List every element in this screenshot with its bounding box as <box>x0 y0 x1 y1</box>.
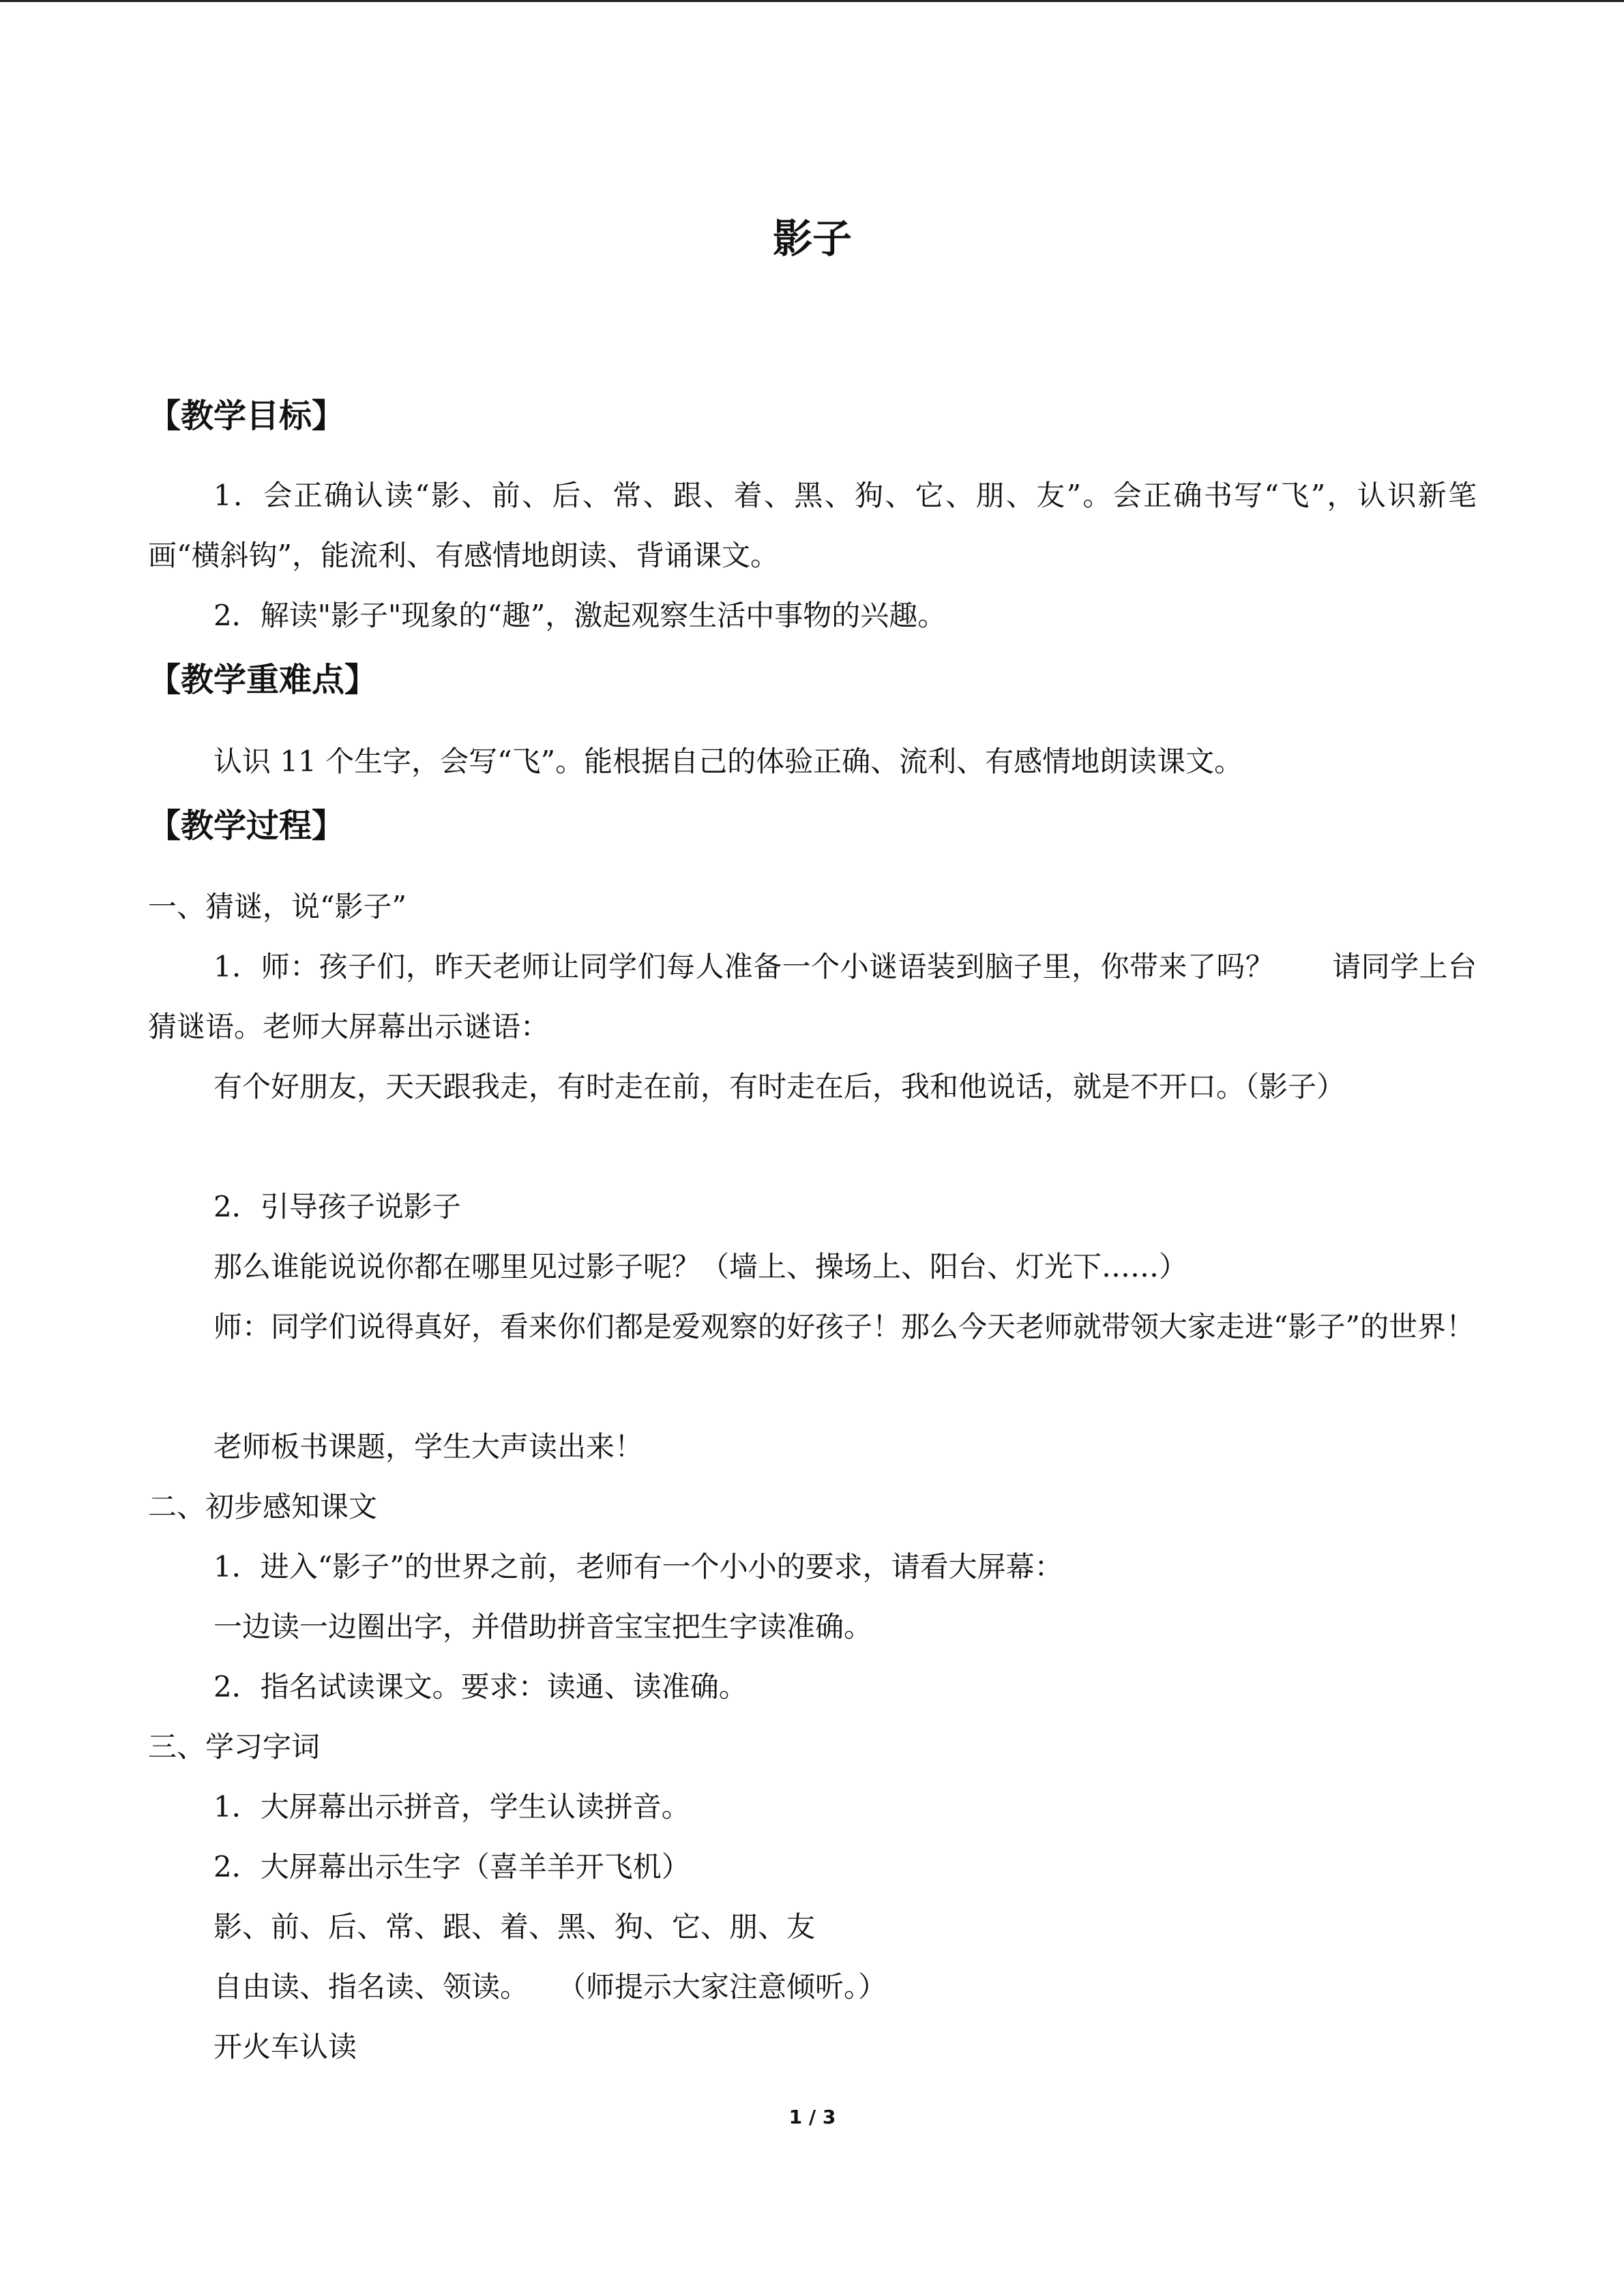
goals-item-2: 2．解读"影子"现象的“趣”，激起观察生活中事物的兴趣。 <box>213 599 947 632</box>
part2-title: 二、初步感知课文 <box>148 1490 378 1523</box>
part2-requirement: 一边读一边圈出字，并借助拼音宝宝把生字读准确。 <box>213 1610 873 1643</box>
part1-question: 那么谁能说说你都在哪里见过影子呢？（墙上、操场上、阳台、灯光下……） <box>213 1250 1188 1283</box>
part1-title: 一、猜谜，说“影子” <box>148 890 407 923</box>
goals-heading: 【教学目标】 <box>148 397 345 435</box>
part1-board: 老师板书课题，学生大声读出来！ <box>213 1430 644 1463</box>
page-number: 1 / 3 <box>788 2106 836 2128</box>
part3-chars: 影、前、后、常、跟、着、黑、狗、它、朋、友 <box>213 1910 816 1943</box>
document-page <box>148 0 1477 2296</box>
part2-step1: 1．进入“影子”的世界之前，老师有一个小小的要求，请看大屏幕： <box>213 1550 1063 1583</box>
part3-train: 开火车认读 <box>213 2030 357 2063</box>
part3-step2: 2．大屏幕出示生字（喜羊羊开飞机） <box>213 1850 690 1883</box>
part1-step1: 1．师：孩子们，昨天老师让同学们每人准备一个小谜语装到脑子里，你带来了吗？ 请同学上台猜谜语。老师大屏幕出示谜语： <box>148 950 1477 1043</box>
part3-step1: 1．大屏幕出示拼音，学生认读拼音。 <box>213 1790 690 1823</box>
part1-teacher: 师：同学们说得真好，看来你们都是爱观察的好孩子！那么今天老师就带领大家走进“影子”的世界！ <box>213 1310 1475 1343</box>
page-title: 影子 <box>772 215 852 262</box>
part2-step2: 2．指名试读课文。要求：读通、读准确。 <box>213 1670 748 1703</box>
key-points-heading: 【教学重难点】 <box>148 661 378 699</box>
key-points-text: 认识 11 个生字，会写“飞”。能根据自己的体验正确、流利、有感情地朗读课文。 <box>213 745 1243 778</box>
part3-read: 自由读、指名读、领读。 （师提示大家注意倾听。） <box>213 1970 887 2003</box>
part3-title: 三、学习字词 <box>148 1730 321 1763</box>
part1-step2: 2．引导孩子说影子 <box>213 1190 461 1223</box>
goals-item-1: 1．会正确认读“影、前、后、常、跟、着、黑、狗、它、朋、友”。会正确书写“飞”，认识新笔画“横斜钩”，能流利、有感情地朗读、背诵课文。 <box>148 479 1477 572</box>
process-heading: 【教学过程】 <box>148 807 345 845</box>
part1-riddle: 有个好朋友，天天跟我走，有时走在前，有时走在后，我和他说话，就是不开口。（影子） <box>213 1070 1346 1103</box>
